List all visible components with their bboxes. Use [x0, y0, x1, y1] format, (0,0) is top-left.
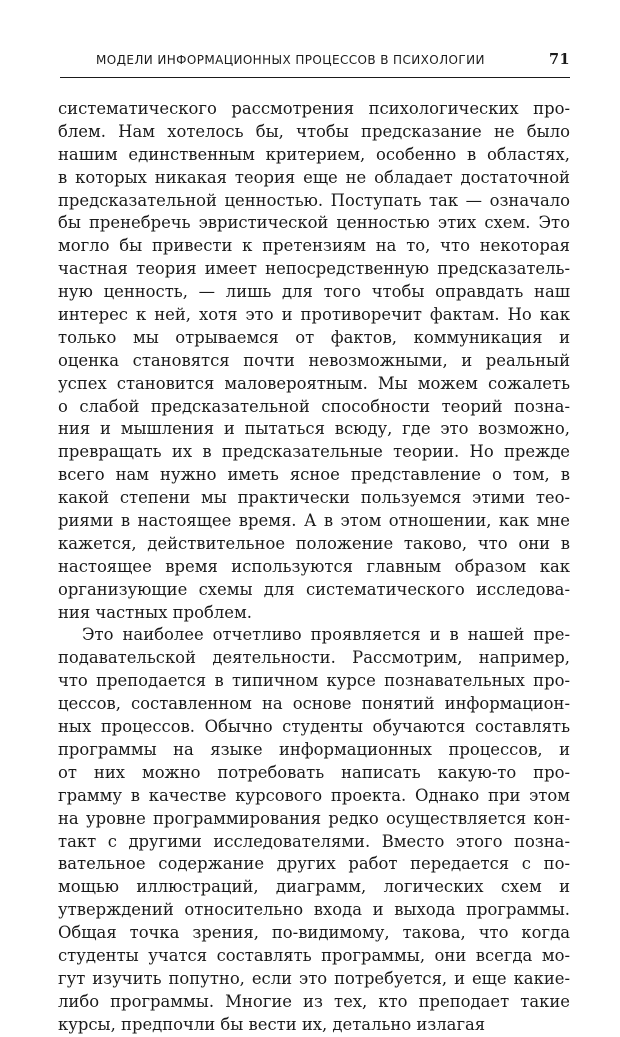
text-line: настоящее время используются главным образом как [58, 556, 570, 576]
text-line: ния частных проблем. [58, 602, 252, 622]
text-line: организующие схемы для систематического исследова- [58, 579, 570, 599]
running-title: МОДЕЛИ ИНФОРМАЦИОННЫХ ПРОЦЕССОВ В ПСИХОЛОГИИ [96, 53, 485, 67]
text-line: Общая точка зрения, по-видимому, такова, что когда [58, 923, 570, 943]
text-line: всего нам нужно иметь ясное представление о том, в [58, 465, 570, 485]
text-line: вательное содержание других работ передается с по- [58, 854, 570, 874]
text-line: программы на языке информационных процессов, и [58, 739, 570, 759]
text-line: предсказательной ценностью. Поступать так — означало [58, 190, 570, 210]
text-line: могло бы привести к претензиям на то, что некоторая [58, 236, 570, 256]
text-line: что преподается в типичном курсе познавательных про- [58, 671, 570, 691]
text-line: риями в настоящее время. А в этом отношении, как мне [58, 511, 570, 531]
text-line: только мы отрываемся от фактов, коммуникация и [58, 327, 570, 347]
text-line: в которых никакая теория еще не обладает достаточной [58, 167, 570, 187]
book-page [58, 50, 570, 1037]
text-line: бы пренебречь эвристической ценностью этих схем. Это [58, 213, 570, 233]
text-line: ных процессов. Обычно студенты обучаются составлять [58, 717, 570, 737]
text-line: систематического рассмотрения психологических про- [58, 99, 570, 118]
text-line: гут изучить попутно, если это потребуется, и еще какие- [58, 968, 570, 988]
text-line: студенты учатся составлять программы, они всегда мо- [58, 945, 570, 965]
text-line: оценка становятся почти невозможными, и реальный [58, 350, 570, 370]
text-line: цессов, составленном на основе понятий информацион- [58, 694, 570, 714]
text-line: блем. Нам хотелось бы, чтобы предсказание не было [58, 121, 570, 141]
text-line: такт с другими исследователями. Вместо этого позна- [58, 831, 570, 851]
text-line: на уровне программирования редко осуществляется кон- [58, 808, 570, 828]
text-line: о слабой предсказательной способности теорий позна- [58, 396, 570, 416]
text-line: успех становится маловероятным. Мы можем сожалеть [58, 373, 570, 393]
header-rule [60, 77, 570, 78]
body-text [58, 98, 570, 1037]
text-line: Это наиболее отчетливо проявляется и в нашей пре- [82, 625, 570, 645]
text-line: ния и мышления и пытаться всюду, где это возможно, [58, 419, 570, 439]
text-line: от них можно потребовать написать какую-то про- [58, 762, 570, 782]
text-line: кажется, действительное положение таково, что они в [58, 533, 570, 553]
text-line: курсы, предпочли бы вести их, детально излагая [58, 1014, 486, 1034]
text-line: мощью иллюстраций, диаграмм, логических схем и [58, 877, 570, 897]
paragraph [58, 98, 570, 624]
text-line: какой степени мы практически пользуемся этими тео- [58, 488, 570, 508]
text-line: интерес к ней, хотя это и противоречит фактам. Но как [58, 305, 570, 325]
text-line: подавательской деятельности. Рассмотрим, например, [58, 648, 570, 668]
text-line: утверждений относительно входа и выхода программы. [58, 900, 570, 920]
text-line: грамму в качестве курсового проекта. Однако при этом [58, 785, 570, 805]
page-number: 71 [549, 51, 570, 68]
paragraph [58, 624, 570, 1036]
text-line: превращать их в предсказательные теории. Но прежде [58, 442, 570, 462]
text-line: нашим единственным критерием, особенно в областях, [58, 144, 570, 164]
running-header [58, 50, 570, 70]
text-line: частная теория имеет непосредственную предсказатель- [58, 259, 570, 279]
text-line: либо программы. Многие из тех, кто преподает такие [58, 991, 570, 1011]
text-line: ную ценность, — лишь для того чтобы оправдать наш [58, 282, 570, 302]
